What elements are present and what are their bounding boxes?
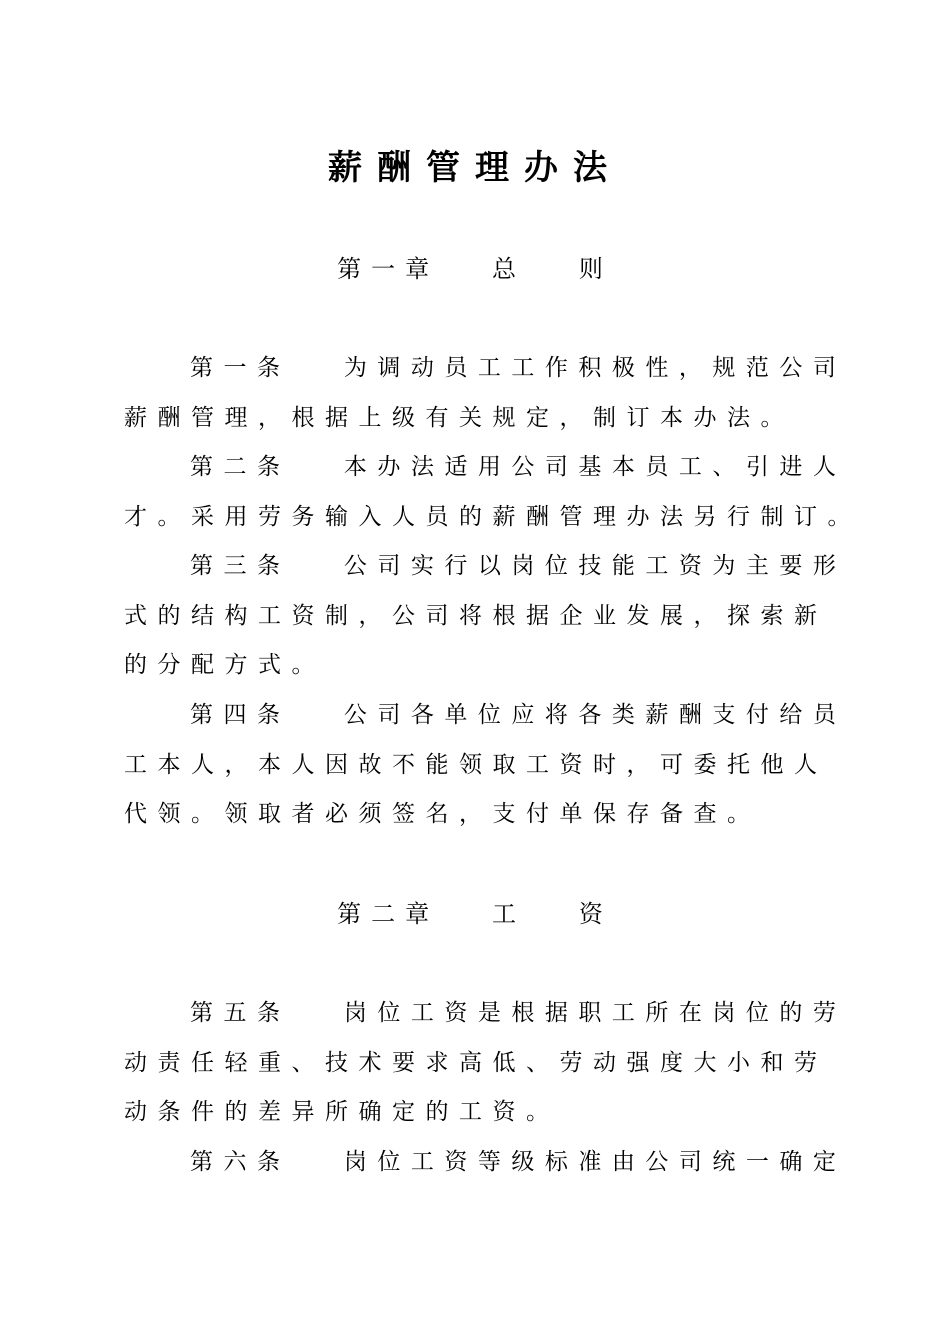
chapter-heading-1 bbox=[0, 252, 950, 286]
article-5-line-1: 第五条 岗位工资是根据职工所在岗位的劳 bbox=[190, 1000, 847, 1026]
article-5-line-2: 动责任轻重、技术要求高低、劳动强度大小和劳 bbox=[124, 1050, 828, 1076]
document-title: 薪酬管理办法 bbox=[328, 148, 622, 188]
article-4-line-3: 代领。领取者必须签名，支付单保存备查。 bbox=[124, 801, 761, 827]
article-2-line-1: 第二条 本办法适用公司基本员工、引进人 bbox=[190, 454, 847, 480]
article-6-line-1: 第六条 岗位工资等级标准由公司统一确定 bbox=[190, 1149, 847, 1175]
chapter-heading-text: 第二章 工 资 bbox=[337, 900, 613, 928]
article-4-line-2: 工本人，本人因故不能领取工资时，可委托他人 bbox=[124, 752, 828, 778]
article-4-line-1: 第四条 公司各单位应将各类薪酬支付给员 bbox=[190, 702, 847, 728]
chapter-heading-text: 第一章 总 则 bbox=[337, 255, 613, 283]
article-3-line-3: 的分配方式。 bbox=[124, 652, 325, 678]
chapter-heading-2 bbox=[0, 897, 950, 931]
article-3-line-2: 式的结构工资制，公司将根据企业发展，探索新 bbox=[124, 603, 828, 629]
article-5-line-3: 动条件的差异所确定的工资。 bbox=[124, 1099, 560, 1125]
article-2-line-2: 才。采用劳务输入人员的薪酬管理办法另行制订。 bbox=[124, 504, 861, 530]
article-1-line-1: 第一条 为调动员工工作积极性，规范公司 bbox=[190, 355, 847, 381]
article-3-line-1: 第三条 公司实行以岗位技能工资为主要形 bbox=[190, 553, 847, 579]
article-1-line-2: 薪酬管理，根据上级有关规定，制订本办法。 bbox=[124, 405, 794, 431]
